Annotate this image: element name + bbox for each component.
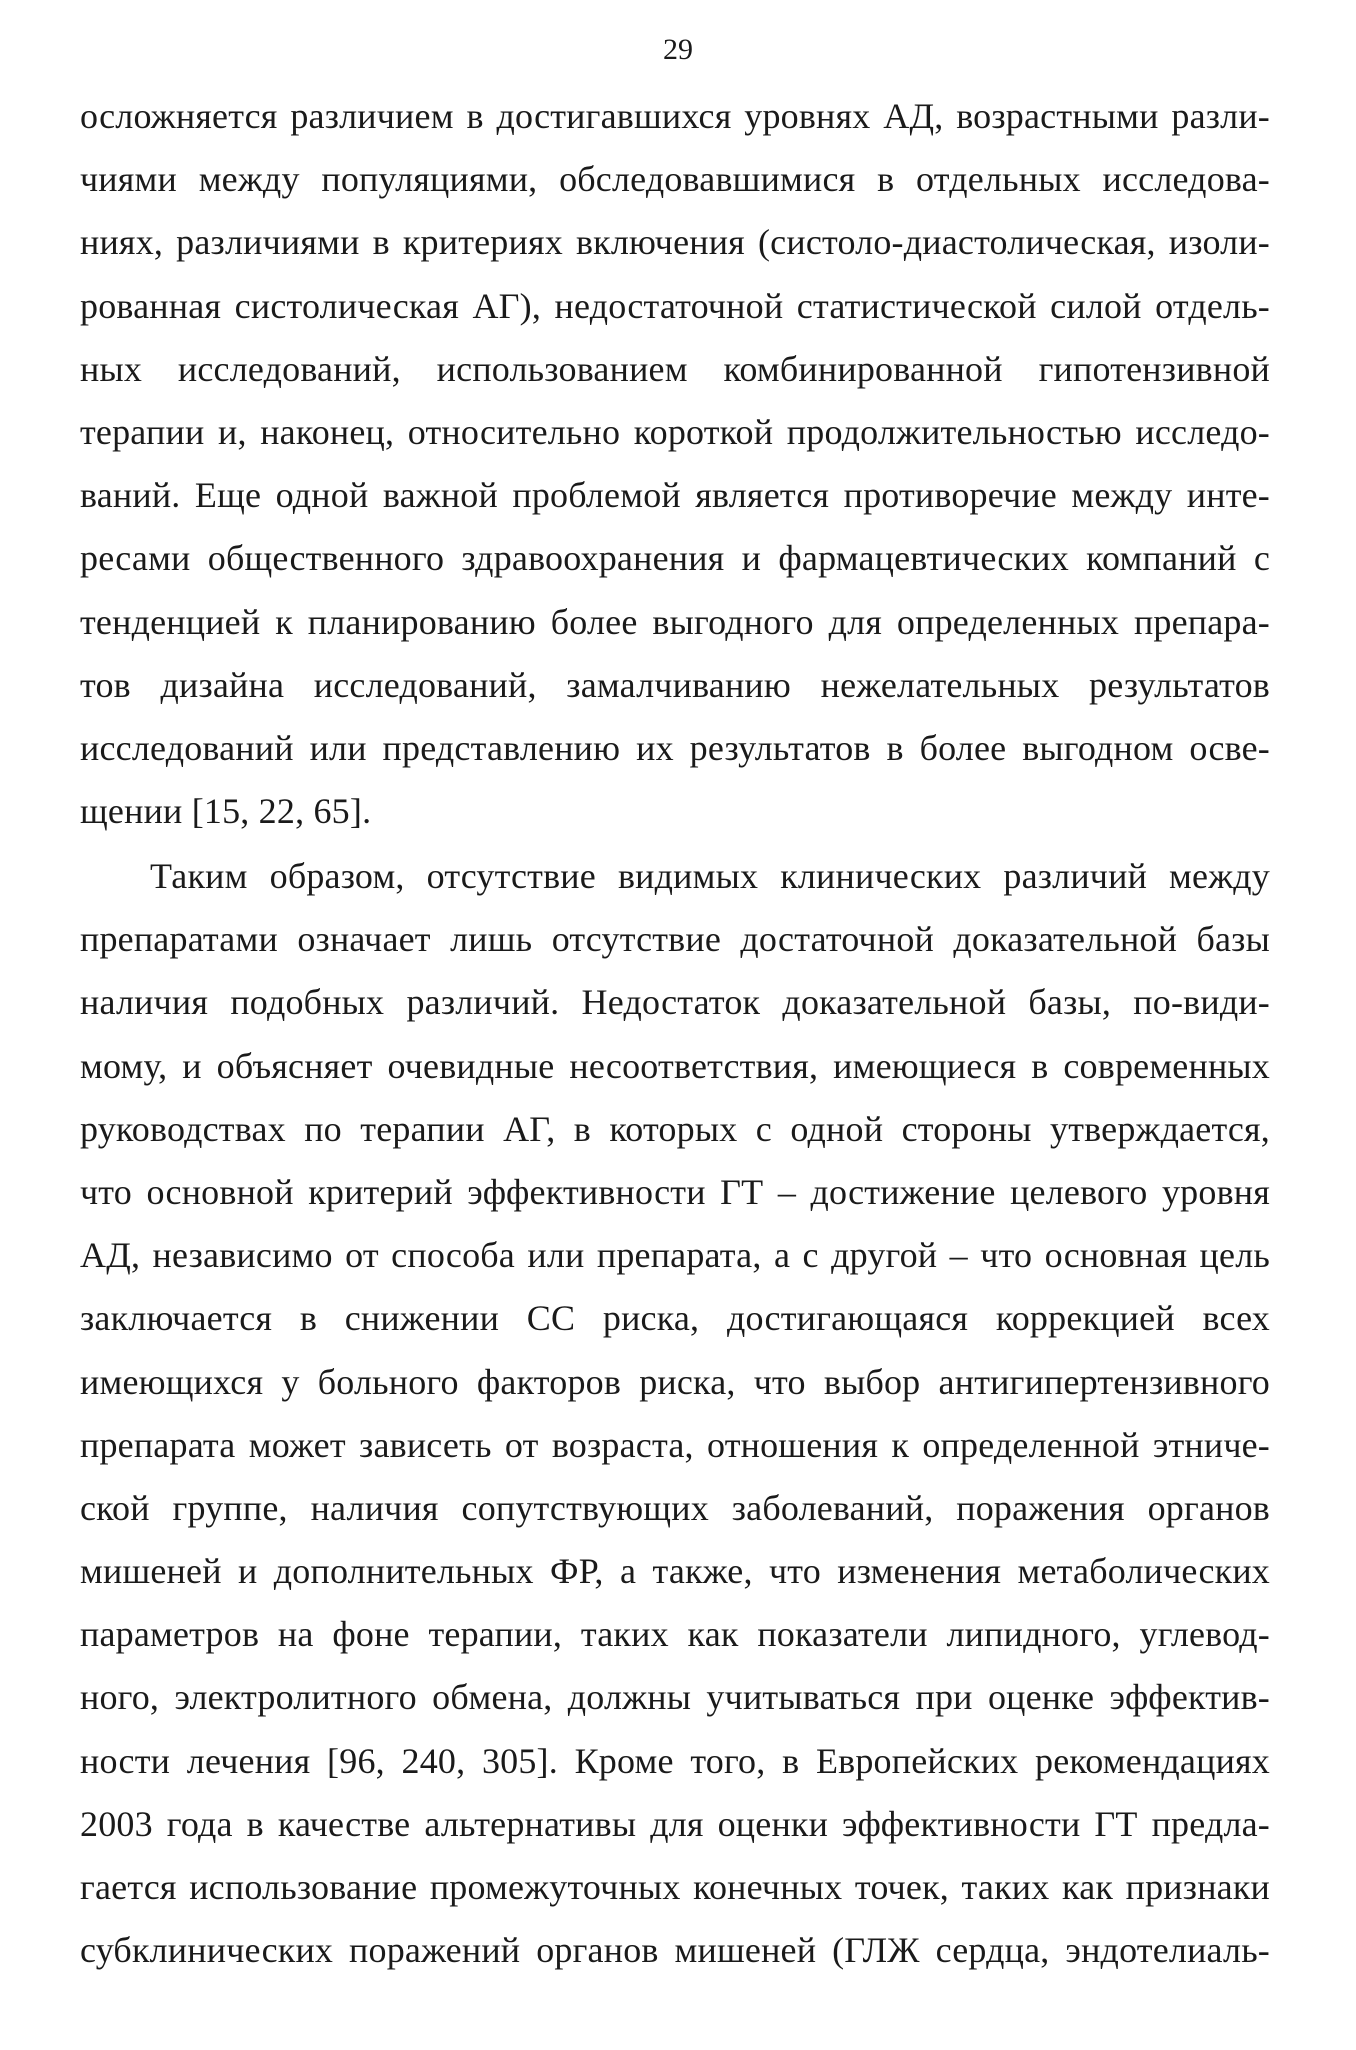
text-line: препаратами означает лишь отсутствие достаточной доказательной базы xyxy=(80,919,1270,960)
text-line: ской группе, наличия сопутствующих заболеваний, поражения органов xyxy=(80,1487,1270,1528)
text-line: тов дизайна исследований, замалчиванию нежелательных результатов xyxy=(80,664,1270,705)
text-line: рованная систолическая АГ), недостаточной статистической силой отдель- xyxy=(80,285,1270,326)
text-line: 2003 года в качестве альтернативы для оценки эффективности ГТ предла- xyxy=(80,1803,1270,1844)
text-line: наличия подобных различий. Недостаток доказательной базы, по-види- xyxy=(80,982,1270,1023)
text-line: имеющихся у больного факторов риска, что выбор антигипертензивного xyxy=(80,1361,1270,1402)
text-line: ваний. Еще одной важной проблемой является противоречие между инте- xyxy=(80,475,1270,516)
text-line: ного, электролитного обмена, должны учитываться при оценке эффектив- xyxy=(80,1677,1270,1718)
text-line: что основной критерий эффективности ГТ – достижение целевого уровня xyxy=(80,1171,1270,1212)
text-line: заключается в снижении СС риска, достигающаяся коррекцией всех xyxy=(80,1298,1270,1339)
paragraph-2 xyxy=(80,845,1270,1982)
text-line: гается использование промежуточных конечных точек, таких как признаки xyxy=(80,1867,1270,1907)
text-line: щении [15, 22, 65]. xyxy=(80,791,372,832)
text-line: АД, независимо от способа или препарата, а с другой – что основная цель xyxy=(80,1235,1270,1276)
text-line: ресами общественного здравоохранения и фармацевтических компаний с xyxy=(80,538,1270,579)
text-line: ных исследований, использованием комбинированной гипотензивной xyxy=(80,348,1270,389)
text-line: субклинических поражений органов мишеней (ГЛЖ сердца, эндотелиаль- xyxy=(80,1930,1270,1971)
text-line: терапии и, наконец, относительно короткой продолжительностью исследо- xyxy=(80,411,1270,452)
text-line: осложняется различием в достигавшихся уровнях АД, возрастными разли- xyxy=(80,96,1270,136)
text-line: чиями между популяциями, обследовавшимися в отдельных исследова- xyxy=(80,159,1270,200)
text-line: ниях, различиями в критериях включения (систоло-диастолическая, изоли- xyxy=(80,222,1270,263)
text-line: исследований или представлению их результатов в более выгодном осве- xyxy=(80,727,1270,768)
page-number: 29 xyxy=(663,33,693,66)
text-line: параметров на фоне терапии, таких как показатели липидного, углевод- xyxy=(80,1614,1270,1655)
paragraph-1 xyxy=(80,85,1270,843)
text-line: Таким образом, отсутствие видимых клинических различий между xyxy=(150,856,1270,896)
text-line: руководствах по терапии АГ, в которых с одной стороны утверждается, xyxy=(80,1108,1270,1149)
text-line: мому, и объясняет очевидные несоответствия, имеющиеся в современных xyxy=(80,1045,1270,1086)
text-line: препарата может зависеть от возраста, отношения к определенной этниче- xyxy=(80,1424,1270,1465)
text-line: тенденцией к планированию более выгодного для определенных препара- xyxy=(80,601,1270,642)
text-line: мишеней и дополнительных ФР, а также, что изменения метаболических xyxy=(80,1551,1270,1592)
text-line: ности лечения [96, 240, 305]. Кроме того, в Европейских рекомендациях xyxy=(80,1740,1270,1781)
